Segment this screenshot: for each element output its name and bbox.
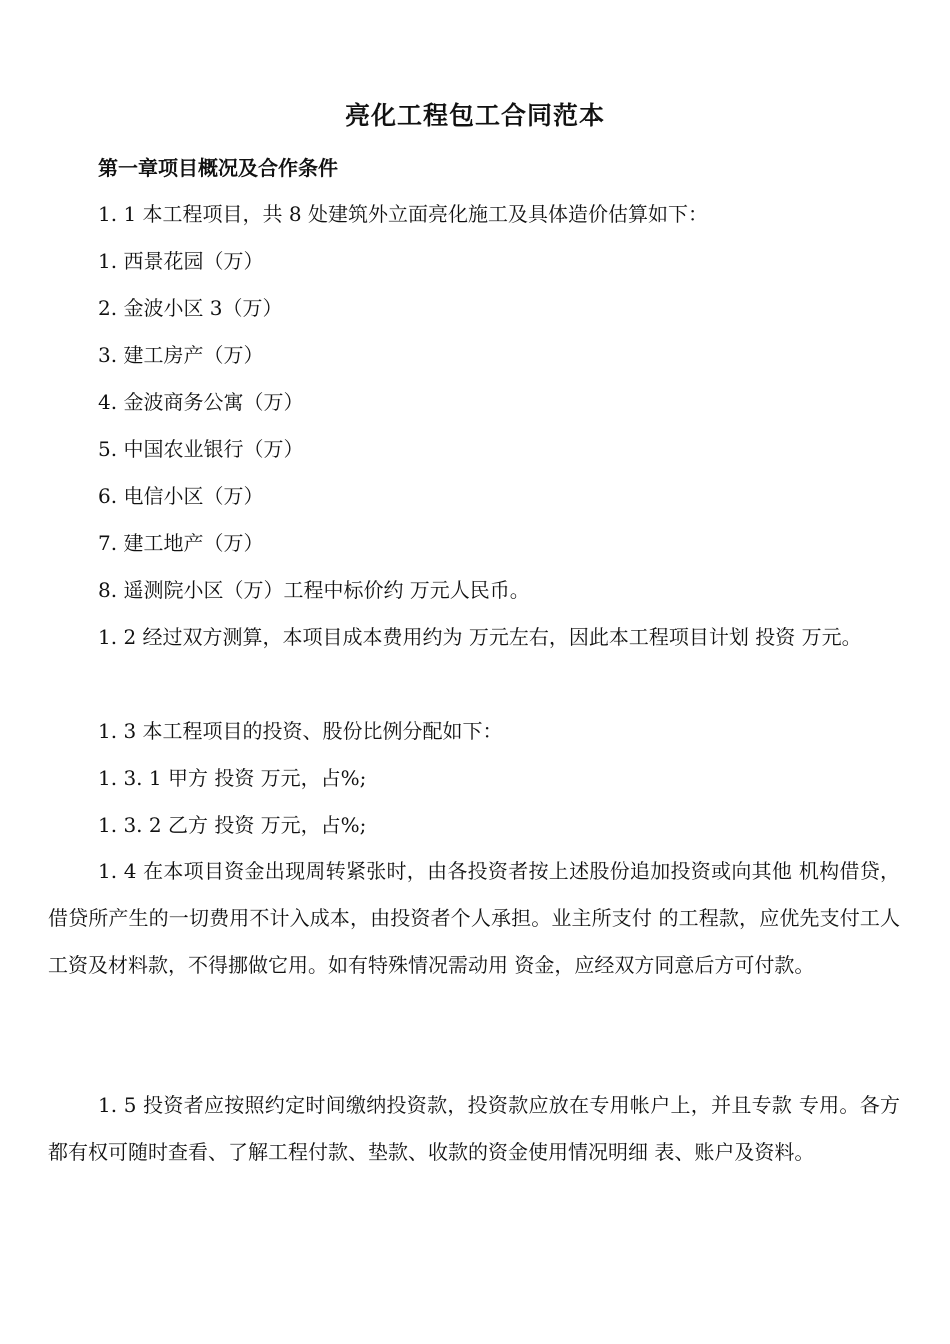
project-item-1: 1. 西景花园（万） [98, 249, 264, 273]
clause-1-3: 1. 3 本工程项目的投资、股份比例分配如下： [98, 719, 503, 743]
project-item-2: 2. 金波小区 3（万） [98, 296, 283, 320]
clause-1-3-2: 1. 3. 2 乙方 投资 万元，占%; [98, 813, 367, 837]
clause-1-1: 1. 1 本工程项目，共 8 处建筑外立面亮化施工及具体造价估算如下： [98, 202, 708, 226]
project-item-8: 8. 遥测院小区（万）工程中标价约 万元人民币。 [98, 578, 530, 602]
document-title: 亮化工程包工合同范本 [344, 101, 605, 130]
project-item-4: 4. 金波商务公寓（万） [98, 390, 304, 414]
clause-1-3-1: 1. 3. 1 甲方 投资 万元，占%; [98, 766, 367, 790]
chapter-heading: 第一章项目概况及合作条件 [98, 156, 338, 180]
clause-1-4: 1. 4 在本项目资金出现周转紧张时，由各投资者按上述股份追加投资或向其他 机构借贷，借贷所产生的一切费用不计入成本，由投资者个人承担。业主所支付 的工程款，应优先支付工人工资及材料款，不得挪做它用。如有特殊情况需动用 资金，应经双方同意后方可付款。 [48, 859, 900, 977]
project-item-6: 6. 电信小区（万） [98, 484, 264, 508]
clause-1-2: 1. 2 经过双方测算，本项目成本费用约为 万元左右，因此本工程项目计划 投资 万元。 [98, 625, 862, 649]
project-item-7: 7. 建工地产（万） [98, 531, 264, 555]
clause-1-5: 1. 5 投资者应按照约定时间缴纳投资款，投资款应放在专用帐户上，并且专款 专用。各方都有权可随时查看、了解工程付款、垫款、收款的资金使用情况明细 表、账户及资料。 [48, 1093, 900, 1164]
project-item-5: 5. 中国农业银行（万） [98, 437, 304, 461]
project-item-3: 3. 建工房产（万） [98, 343, 264, 367]
